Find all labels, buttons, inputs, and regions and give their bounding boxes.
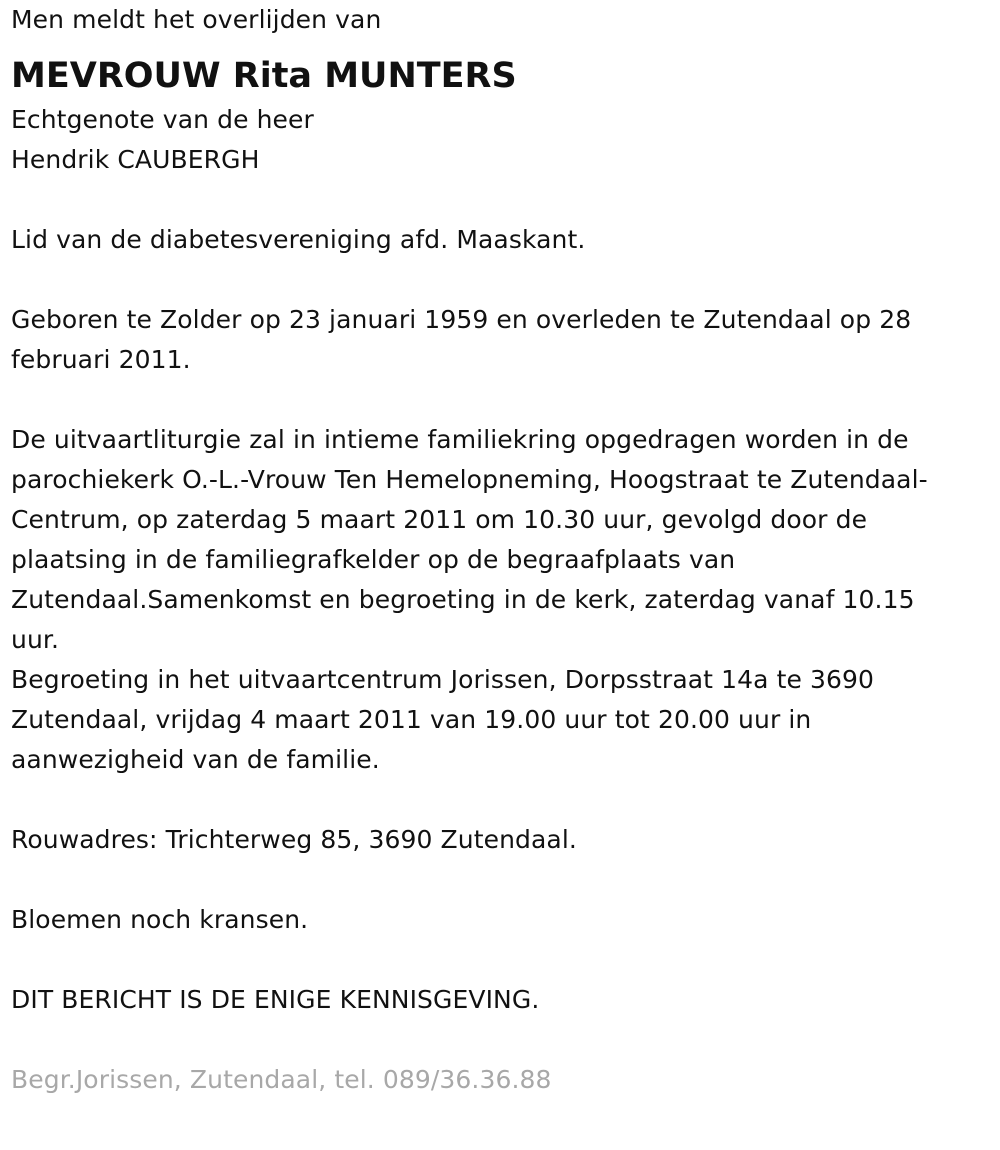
birth-death-line-2: februari 2011. bbox=[11, 345, 191, 374]
visitation-line-1: Begroeting in het uitvaartcentrum Jorissen, Dorpsstraat 14a te 3690 bbox=[11, 665, 875, 694]
spouse-line-1: Echtgenote van de heer bbox=[11, 105, 314, 134]
spacer bbox=[11, 1020, 991, 1060]
intro-text: Men meldt het overlijden van bbox=[11, 5, 382, 34]
sole-notice: DIT BERICHT IS DE ENIGE KENNISGEVING. bbox=[11, 985, 540, 1014]
membership-text: Lid van de diabetesvereniging afd. Maaskant. bbox=[11, 225, 586, 254]
funeral-line-5: Zutendaal.Samenkomst en begroeting in de kerk, zaterdag vanaf 10.15 bbox=[11, 585, 915, 614]
spacer bbox=[11, 940, 991, 980]
funeral-line-1: De uitvaartliturgie zal in intieme familiekring opgedragen worden in de bbox=[11, 425, 909, 454]
birth-death-line-1: Geboren te Zolder op 23 januari 1959 en overleden te Zutendaal op 28 bbox=[11, 305, 912, 334]
deceased-name: MEVROUW Rita MUNTERS bbox=[11, 56, 517, 96]
spacer bbox=[11, 380, 991, 420]
funeral-line-6: uur. bbox=[11, 625, 60, 654]
spacer bbox=[11, 180, 991, 220]
visitation-line-2: Zutendaal, vrijdag 4 maart 2011 van 19.00 uur tot 20.00 uur in bbox=[11, 705, 812, 734]
spacer bbox=[11, 780, 991, 820]
spouse-line-2: Hendrik CAUBERGH bbox=[11, 145, 260, 174]
funeral-home-contact: Begr.Jorissen, Zutendaal, tel. 089/36.36.88 bbox=[11, 1065, 552, 1094]
funeral-line-4: plaatsing in de familiegrafkelder op de begraafplaats van bbox=[11, 545, 736, 574]
spacer bbox=[11, 260, 991, 300]
funeral-line-3: Centrum, op zaterdag 5 maart 2011 om 10.30 uur, gevolgd door de bbox=[11, 505, 868, 534]
mourning-address: Rouwadres: Trichterweg 85, 3690 Zutendaal. bbox=[11, 825, 577, 854]
death-notice bbox=[11, 0, 991, 1100]
visitation-line-3: aanwezigheid van de familie. bbox=[11, 745, 380, 774]
funeral-line-2: parochiekerk O.-L.-Vrouw Ten Hemelopneming, Hoogstraat te Zutendaal- bbox=[11, 465, 928, 494]
flowers-note: Bloemen noch kransen. bbox=[11, 905, 309, 934]
spacer bbox=[11, 860, 991, 900]
